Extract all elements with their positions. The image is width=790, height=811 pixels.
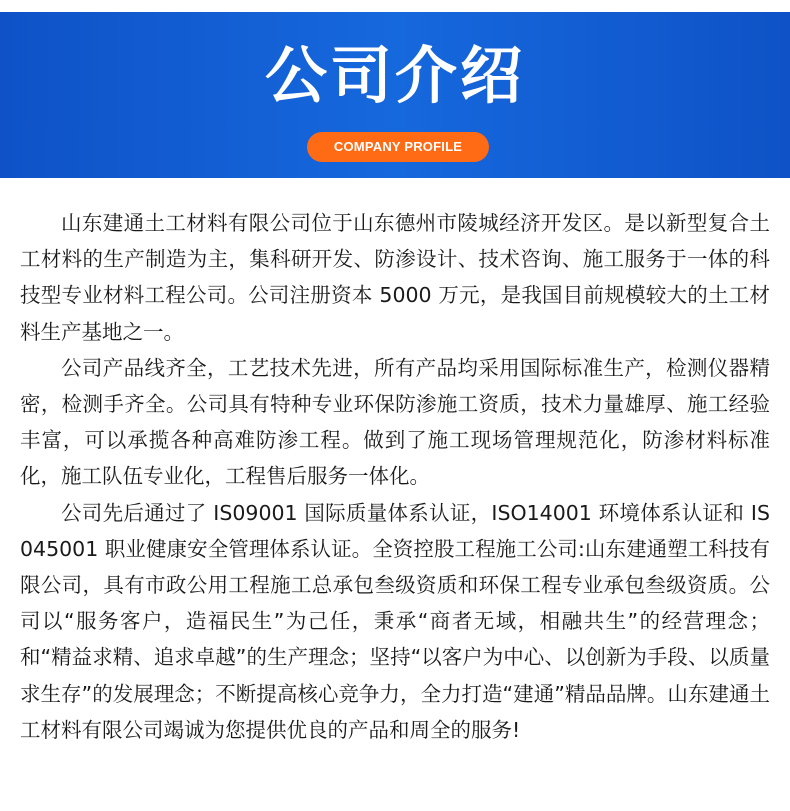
page-title: 公司介绍 (264, 39, 525, 112)
paragraph-intro: 山东建通土工材料有限公司位于山东德州市陵城经济开发区。是以新型复合土工材料的生产制造为主，集科研开发、防渗设计、技术咨询、施工服务于一体的科技型专业材料工程公司。公司注册资本 5000 万元，是我国目前规模较大的土工材料生产基地之一。 (20, 211, 770, 344)
paragraph-certifications: 公司先后通过了 IS09001 国际质量体系认证，ISO14001 环境体系认证和 IS045001 职业健康安全管理体系认证。全资控股工程施工公司:山东建通塑工科技有限公司，具有市政公用工程施工总承包叁级资质和环保工程专业承包叁级资质。公司以“服务客户，造福民生”为己任，秉承“商者无域，相融共生”的经营理念；和“精益求精、追求卓越”的生产理念；坚持“以客户为中心、以创新为手段、以质量求生存”的发展理念；不断提高核心竞争力，全力打造“建通”精品品牌。山东建通土工材料有限公司竭诚为您提供优良的产品和周全的服务! (20, 500, 770, 742)
intro-text (20, 205, 770, 748)
header-banner (0, 12, 790, 178)
company-profile-badge: COMPANY PROFILE (307, 132, 489, 162)
paragraph-products: 公司产品线齐全，工艺技术先进，所有产品均采用国际标准生产，检测仪器精密，检测手齐全。公司具有特种专业环保防渗施工资质，技术力量雄厚、施工经验丰富，可以承揽各种高难防渗工程。做到了施工现场管理规范化，防渗材料标准化，施工队伍专业化，工程售后服务一体化。 (20, 355, 770, 489)
